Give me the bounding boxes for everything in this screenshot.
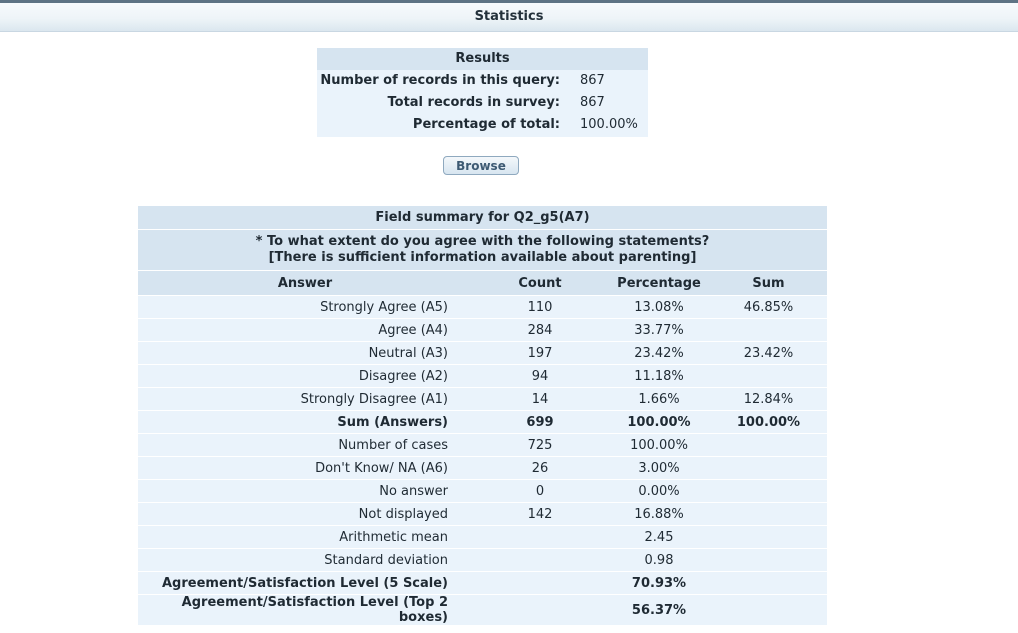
answer-cell: Don't Know/ NA (A6) <box>138 457 472 480</box>
table-row <box>138 296 827 319</box>
count-cell: 699 <box>472 411 608 434</box>
percentage-cell: 13.08% <box>608 296 710 319</box>
column-header-sum: Sum <box>710 271 827 296</box>
count-cell: 197 <box>472 342 608 365</box>
results-row <box>317 70 648 92</box>
percentage-cell: 16.88% <box>608 503 710 526</box>
statistics-header-bar <box>0 0 1018 32</box>
column-header-row <box>138 271 827 296</box>
results-row <box>317 92 648 114</box>
count-cell: 725 <box>472 434 608 457</box>
page-title: Statistics <box>474 9 544 24</box>
answer-cell: Neutral (A3) <box>138 342 472 365</box>
answer-cell: Strongly Disagree (A1) <box>138 388 472 411</box>
count-cell: 142 <box>472 503 608 526</box>
percentage-cell: 70.93% <box>608 572 710 595</box>
question-text <box>138 230 827 271</box>
summary-rows <box>138 296 827 626</box>
sum-cell <box>710 572 827 595</box>
answer-cell: Disagree (A2) <box>138 365 472 388</box>
answer-cell: Number of cases <box>138 434 472 457</box>
results-value: 100.00% <box>580 117 638 132</box>
count-cell: 14 <box>472 388 608 411</box>
table-row <box>138 549 827 572</box>
results-heading: Results <box>317 48 648 70</box>
percentage-cell: 100.00% <box>608 411 710 434</box>
percentage-cell: 0.00% <box>608 480 710 503</box>
results-value: 867 <box>580 95 605 110</box>
table-row <box>138 526 827 549</box>
column-header-count: Count <box>472 271 608 296</box>
percentage-cell: 0.98 <box>608 549 710 572</box>
sum-cell <box>710 549 827 572</box>
answer-cell: Agree (A4) <box>138 319 472 342</box>
sum-cell <box>710 319 827 342</box>
count-cell <box>472 595 608 626</box>
sum-cell <box>710 480 827 503</box>
results-label: Percentage of total: <box>412 117 560 132</box>
answer-cell: Agreement/Satisfaction Level (5 Scale) <box>138 572 472 595</box>
field-summary-table <box>138 206 827 626</box>
answer-cell: Agreement/Satisfaction Level (Top 2 boxes) <box>138 595 472 626</box>
sum-cell <box>710 503 827 526</box>
results-panel <box>317 48 648 137</box>
sum-cell <box>710 434 827 457</box>
sum-cell: 100.00% <box>710 411 827 434</box>
count-cell: 0 <box>472 480 608 503</box>
sum-cell <box>710 457 827 480</box>
percentage-cell: 3.00% <box>608 457 710 480</box>
sum-cell <box>710 365 827 388</box>
count-cell <box>472 549 608 572</box>
sum-cell <box>710 526 827 549</box>
table-row <box>138 595 827 626</box>
question-line-2: [There is sufficient information available about parenting] <box>268 250 697 265</box>
results-row <box>317 114 648 136</box>
results-value: 867 <box>580 73 605 88</box>
sum-cell: 23.42% <box>710 342 827 365</box>
count-cell <box>472 526 608 549</box>
percentage-cell: 1.66% <box>608 388 710 411</box>
table-row <box>138 342 827 365</box>
results-label: Total records in survey: <box>387 95 560 110</box>
count-cell: 26 <box>472 457 608 480</box>
percentage-cell: 100.00% <box>608 434 710 457</box>
sum-cell: 46.85% <box>710 296 827 319</box>
results-label: Number of records in this query: <box>320 73 560 88</box>
count-cell: 110 <box>472 296 608 319</box>
browse-button[interactable]: Browse <box>443 156 519 175</box>
table-row <box>138 411 827 434</box>
percentage-cell: 56.37% <box>608 595 710 626</box>
answer-cell: Arithmetic mean <box>138 526 472 549</box>
answer-cell: No answer <box>138 480 472 503</box>
count-cell <box>472 572 608 595</box>
column-header-answer: Answer <box>138 271 472 296</box>
answer-cell: Strongly Agree (A5) <box>138 296 472 319</box>
sum-cell <box>710 595 827 626</box>
question-line-1: * To what extent do you agree with the following statements? <box>255 234 710 249</box>
table-row <box>138 319 827 342</box>
table-row <box>138 503 827 526</box>
table-row <box>138 434 827 457</box>
table-row <box>138 365 827 388</box>
table-row <box>138 388 827 411</box>
table-row <box>138 572 827 595</box>
percentage-cell: 33.77% <box>608 319 710 342</box>
percentage-cell: 11.18% <box>608 365 710 388</box>
answer-cell: Standard deviation <box>138 549 472 572</box>
answer-cell: Sum (Answers) <box>138 411 472 434</box>
table-row <box>138 457 827 480</box>
field-summary-title: Field summary for Q2_g5(A7) <box>138 206 827 230</box>
sum-cell: 12.84% <box>710 388 827 411</box>
percentage-cell: 2.45 <box>608 526 710 549</box>
column-header-percentage: Percentage <box>608 271 710 296</box>
table-row <box>138 480 827 503</box>
count-cell: 94 <box>472 365 608 388</box>
percentage-cell: 23.42% <box>608 342 710 365</box>
count-cell: 284 <box>472 319 608 342</box>
answer-cell: Not displayed <box>138 503 472 526</box>
